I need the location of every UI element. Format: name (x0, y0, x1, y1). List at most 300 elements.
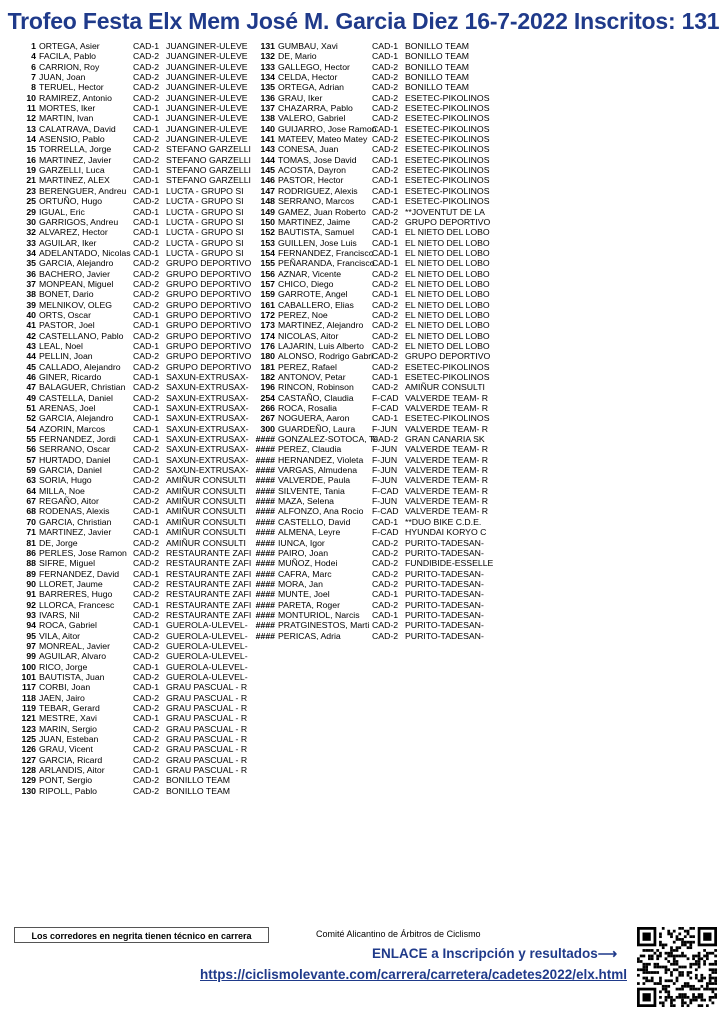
rider-team: VALVERDE TEAM- R (405, 465, 489, 476)
rider-category: CAD-1 (133, 41, 160, 51)
rider-team: SAXUN-EXTRUSAX- (166, 423, 249, 434)
rider-category: CAD-2 (372, 134, 399, 145)
rider-number: 254 (260, 392, 275, 403)
rider-team: ESETEC-PIKOLINOS (405, 372, 490, 382)
rider-name: MARIN, Sergio (39, 723, 97, 734)
rider-name: GUILLEN, Jose Luis (278, 237, 357, 248)
rider-team: VALVERDE TEAM- R (405, 506, 489, 517)
rider-name: MARTINEZ, ALEX (39, 175, 110, 186)
rider-number: 182 (260, 372, 275, 382)
rider-team: PURITO-TADESAN- (405, 609, 484, 620)
rider-name: JUAN, Joan (39, 72, 86, 83)
rider-category: CAD-2 (372, 144, 399, 155)
rider-number: 30 (26, 216, 36, 227)
rider-name: PRATGINESTOS, Marti (278, 620, 370, 631)
rider-name: JAEN, Jairo (39, 692, 85, 703)
rider-name: GARCIA, Daniel (39, 465, 102, 476)
rider-name: CELDA, Hector (278, 72, 338, 83)
rider-team: AMIÑUR CONSULTI (166, 527, 246, 538)
rider-category: CAD-2 (133, 723, 160, 734)
rider-name: AZORIN, Marcos (39, 423, 106, 434)
rider-team: VALVERDE TEAM- R (405, 403, 489, 414)
rider-number: #### (255, 434, 275, 445)
rider-name: MARTIN, Ivan (39, 113, 94, 124)
rider-team: PURITO-TADESAN- (405, 620, 484, 631)
rider-number: 36 (26, 268, 36, 279)
rider-category: F-CAD (372, 403, 399, 414)
rider-number: 4 (31, 51, 36, 62)
rider-number: 300 (260, 423, 275, 434)
rider-team: BONILLO TEAM (405, 51, 470, 62)
rider-team: JUANGINER-ULEVE (166, 92, 248, 103)
rider-name: MONREAL, Javier (39, 640, 110, 651)
rider-team: SAXUN-EXTRUSAX- (166, 444, 249, 455)
rider-category: CAD-1 (372, 372, 399, 382)
rider-category: CAD-2 (133, 51, 160, 62)
rider-number: 156 (260, 268, 275, 279)
rider-name: NOGUERA, Aaron (278, 413, 350, 424)
rider-category: CAD-2 (372, 340, 399, 351)
rider-category: CAD-2 (133, 361, 160, 372)
rider-number: 161 (260, 299, 275, 310)
rider-name: DE, Mario (278, 51, 317, 62)
rider-name: GARRIGOS, Andreu (39, 216, 119, 227)
rider-number: 8 (31, 82, 36, 93)
rider-name: GARCIA, Alejandro (39, 413, 114, 424)
rider-team: SAXUN-EXTRUSAX- (166, 413, 249, 424)
rider-category: CAD-1 (133, 506, 160, 517)
rider-number: #### (255, 599, 275, 610)
rider-team: ESETEC-PIKOLINOS (405, 123, 490, 134)
rider-name: IUNCA, Igor (278, 537, 325, 548)
rider-number: 64 (26, 485, 36, 496)
rider-number: 137 (260, 103, 275, 114)
rider-name: RIPOLL, Pablo (39, 785, 97, 796)
rider-name: ACOSTA, Dayron (278, 165, 346, 176)
rider-name: PEREZ, Rafael (278, 361, 337, 372)
rider-team: GRUPO DEPORTIVO (166, 268, 252, 279)
rider-team: GRAU PASCUAL - R (166, 765, 248, 776)
rider-category: CAD-1 (133, 340, 160, 351)
rider-name: TEBAR, Gerard (39, 703, 100, 713)
rider-number: 16 (26, 154, 36, 165)
rider-number: 176 (260, 340, 275, 351)
rider-team: AMIÑUR CONSULTI (405, 382, 485, 393)
rider-category: CAD-1 (372, 258, 399, 269)
rider-team: SAXUN-EXTRUSAX- (166, 382, 249, 393)
rider-name: IGUAL, Eric (39, 206, 85, 217)
rider-team: SAXUN-EXTRUSAX- (166, 403, 249, 414)
rider-name: CASTAÑO, Claudia (278, 392, 354, 403)
rider-number: 41 (26, 320, 36, 331)
rider-category: CAD-1 (372, 516, 399, 527)
rider-name: ORTUÑO, Hugo (39, 196, 103, 207)
rider-number: 119 (21, 703, 36, 713)
rider-category: CAD-2 (133, 485, 160, 496)
rider-team: SAXUN-EXTRUSAX- (166, 434, 249, 445)
rider-number: 89 (26, 568, 36, 579)
rider-team: **DUO BIKE C.D.E. (405, 516, 482, 527)
rider-name: LLORET, Jaume (39, 578, 103, 589)
rider-team: ESETEC-PIKOLINOS (405, 134, 490, 145)
rider-number: 95 (26, 630, 36, 641)
rider-name: DE, Jorge (39, 537, 78, 548)
rider-category: CAD-1 (133, 516, 160, 527)
rider-team: RESTAURANTE ZAFI (166, 547, 252, 558)
rider-name: ROCA, Rosalia (278, 403, 337, 414)
rider-category: CAD-2 (133, 92, 160, 103)
rider-team: ESETEC-PIKOLINOS (405, 154, 490, 165)
rider-name: SORIA, Hugo (39, 475, 92, 486)
rider-number: 70 (26, 516, 36, 527)
rider-name: VALERO, Gabriel (278, 113, 346, 124)
rider-category: CAD-1 (372, 175, 399, 186)
rider-number: 129 (21, 775, 36, 786)
rider-name: MORTES, Iker (39, 103, 96, 114)
rider-category: CAD-2 (372, 537, 399, 548)
rider-name: ORTEGA, Asier (39, 41, 100, 51)
rider-number: 130 (21, 785, 36, 796)
rider-number: 99 (26, 651, 36, 662)
rider-name: PASTOR, Joel (39, 320, 95, 331)
rider-category: CAD-2 (133, 785, 160, 796)
rider-name: GUIJARRO, Jose Ramon (278, 123, 377, 134)
rider-category: CAD-1 (372, 41, 399, 51)
rider-number: 266 (260, 403, 275, 414)
rider-team: AMIÑUR CONSULTI (166, 475, 246, 486)
rider-number: #### (255, 620, 275, 631)
rider-team: EL NIETO DEL LOBO (405, 247, 490, 258)
rider-category: CAD-2 (133, 609, 160, 620)
rider-category: CAD-1 (372, 51, 399, 62)
rider-number: 23 (26, 185, 36, 196)
rider-category: CAD-2 (133, 651, 160, 662)
rider-team: ESETEC-PIKOLINOS (405, 144, 490, 155)
rider-team: GRUPO DEPORTIVO (166, 340, 252, 351)
rider-name: BARRERES, Hugo (39, 589, 113, 600)
rider-category: CAD-2 (372, 599, 399, 610)
rider-number: 44 (26, 351, 36, 362)
rider-number: 138 (260, 113, 275, 124)
rider-number: 135 (260, 82, 275, 93)
rider-team: STEFANO GARZELLI (166, 154, 251, 165)
rider-category: CAD-2 (133, 589, 160, 600)
rider-name: PONT, Sergio (39, 775, 93, 786)
rider-number: 92 (26, 599, 36, 610)
rider-number: 57 (26, 454, 36, 465)
committee-label: Comité Alicantino de Árbitros de Ciclismo (316, 929, 481, 939)
rider-number: 46 (26, 372, 36, 382)
rider-category: CAD-2 (133, 496, 160, 507)
rider-number: #### (255, 444, 275, 455)
rider-category: CAD-2 (133, 630, 160, 641)
rider-name: GONZALEZ-SOTOCA, Te (278, 434, 379, 445)
results-link[interactable]: https://ciclismolevante.com/carrera/carretera/cadetes2022/elx.html (200, 967, 627, 982)
rider-category: CAD-2 (372, 434, 399, 445)
rider-number: 132 (260, 51, 275, 62)
rider-name: PERICAS, Adria (278, 630, 341, 641)
rider-name: MUÑOZ, Hodei (278, 558, 338, 569)
rider-category: CAD-2 (372, 206, 399, 217)
rider-name: REGAÑO, Aitor (39, 496, 99, 507)
rider-category: CAD-1 (372, 413, 399, 424)
rider-number: #### (255, 547, 275, 558)
rider-category: CAD-2 (133, 734, 160, 745)
rider-category: CAD-2 (372, 578, 399, 589)
rider-name: MARTINEZ, Javier (39, 154, 112, 165)
rider-name: CARRION, Roy (39, 61, 100, 72)
rider-team: EL NIETO DEL LOBO (405, 268, 490, 279)
rider-category: CAD-1 (372, 589, 399, 600)
rider-name: MAZA, Selena (278, 496, 335, 507)
rider-number: #### (255, 506, 275, 517)
rider-number: 25 (26, 196, 36, 207)
rider-name: GARCIA, Ricard (39, 754, 103, 765)
rider-name: ORTS, Oscar (39, 309, 91, 320)
rider-number: 155 (260, 258, 275, 269)
rider-category: F-JUN (372, 423, 398, 434)
rider-team: BONILLO TEAM (166, 775, 231, 786)
rider-team: GRUPO DEPORTIVO (405, 216, 491, 227)
rider-number: 118 (21, 692, 36, 703)
rider-team: JUANGINER-ULEVE (166, 134, 248, 145)
rider-name: VARGAS, Almudena (278, 465, 358, 476)
rider-number: 143 (260, 144, 275, 155)
rider-name: PEREZ, Noe (278, 309, 328, 320)
rider-category: CAD-1 (133, 620, 160, 631)
rider-number: #### (255, 578, 275, 589)
rider-name: MESTRE, Xavi (39, 713, 97, 724)
rider-number: 7 (31, 72, 36, 83)
rider-name: CASTELLA, Daniel (39, 392, 113, 403)
rider-number: 32 (26, 227, 36, 238)
rider-category: CAD-2 (372, 92, 399, 103)
rider-category: CAD-1 (372, 289, 399, 300)
rider-name: RAMIREZ, Antonio (39, 92, 112, 103)
rider-category: F-CAD (372, 527, 399, 538)
rider-name: MORA, Jan (278, 578, 323, 589)
rider-category: CAD-1 (133, 185, 160, 196)
rider-name: MELNIKOV, OLEG (39, 299, 113, 310)
rider-category: CAD-1 (133, 372, 160, 382)
rider-team: SAXUN-EXTRUSAX- (166, 372, 249, 382)
rider-number: 15 (26, 144, 36, 155)
rider-name: JUAN, Esteban (39, 734, 99, 745)
rider-name: ALVAREZ, Hector (39, 227, 108, 238)
rider-name: CASTELLANO, Pablo (39, 330, 124, 341)
rider-name: GAMEZ, Juan Roberto (278, 206, 366, 217)
rider-number: 128 (21, 765, 36, 776)
rider-name: PERLES, Jose Ramon (39, 547, 127, 558)
rider-name: MARTINEZ, Javier (39, 527, 112, 538)
rider-team: BONILLO TEAM (405, 82, 470, 93)
rider-name: PAIRO, Joan (278, 547, 329, 558)
rider-category: CAD-2 (133, 475, 160, 486)
rider-team: GRUPO DEPORTIVO (166, 330, 252, 341)
rider-category: CAD-2 (372, 547, 399, 558)
rider-number: 145 (260, 165, 275, 176)
rider-category: CAD-2 (133, 754, 160, 765)
rider-team: JUANGINER-ULEVE (166, 61, 248, 72)
rider-team: GRUPO DEPORTIVO (405, 351, 491, 362)
rider-category: CAD-1 (133, 113, 160, 124)
rider-name: SERRANO, Marcos (278, 196, 355, 207)
rider-number: #### (255, 537, 275, 548)
rider-name: RODRIGUEZ, Alexis (278, 185, 358, 196)
rider-number: 45 (26, 361, 36, 372)
rider-team: EL NIETO DEL LOBO (405, 320, 490, 331)
rider-team: GRUPO DEPORTIVO (166, 278, 252, 289)
rider-category: CAD-2 (133, 744, 160, 755)
rider-number: #### (255, 568, 275, 579)
rider-number: 152 (260, 227, 275, 238)
rider-number: 159 (260, 289, 275, 300)
rider-number: 6 (31, 61, 36, 72)
rider-name: IVARS, Nil (39, 609, 80, 620)
rider-category: CAD-1 (133, 165, 160, 176)
rider-name: CABALLERO, Elias (278, 299, 354, 310)
rider-category: CAD-1 (133, 247, 160, 258)
rider-number: 88 (26, 558, 36, 569)
rider-number: 38 (26, 289, 36, 300)
rider-category: CAD-1 (133, 403, 160, 414)
rider-category: CAD-2 (133, 268, 160, 279)
rider-number: #### (255, 558, 275, 569)
rider-name: BERENGUER, Andreu (39, 185, 127, 196)
rider-number: 154 (260, 247, 275, 258)
rider-category: CAD-1 (372, 185, 399, 196)
rider-number: 59 (26, 465, 36, 476)
rider-name: GRAU, Iker (278, 92, 323, 103)
rider-name: GARZELLI, Luca (39, 165, 105, 176)
rider-number: 1 (31, 41, 36, 51)
rider-category: CAD-2 (133, 196, 160, 207)
rider-number: #### (255, 485, 275, 496)
rider-name: GUARDEÑO, Laura (278, 423, 356, 434)
rider-name: GALLEGO, Hector (278, 61, 350, 72)
rider-category: CAD-2 (133, 558, 160, 569)
rider-number: 117 (21, 682, 36, 693)
rider-team: AMIÑUR CONSULTI (166, 496, 246, 507)
rider-number: 14 (26, 134, 36, 145)
rider-team: EL NIETO DEL LOBO (405, 227, 490, 238)
rider-name: FACILA, Pablo (39, 51, 96, 62)
rider-team: EL NIETO DEL LOBO (405, 340, 490, 351)
rider-category: CAD-1 (133, 661, 160, 672)
rider-name: FERNANDEZ, Francisco (278, 247, 374, 258)
rider-team: PURITO-TADESAN- (405, 578, 484, 589)
rider-category: CAD-2 (372, 72, 399, 83)
rider-name: ARENAS, Joel (39, 403, 96, 414)
rider-name: LLORCA, Francesc (39, 599, 115, 610)
rider-team: JUANGINER-ULEVE (166, 123, 248, 134)
rider-name: LAJARIN, Luis Alberto (278, 340, 364, 351)
rider-team: VALVERDE TEAM- R (405, 444, 489, 455)
rider-number: 19 (26, 165, 36, 176)
rider-team: JUANGINER-ULEVE (166, 41, 248, 51)
rider-name: CORBI, Joan (39, 682, 91, 693)
rider-name: ANTONOV, Petar (278, 372, 346, 382)
rider-team: PURITO-TADESAN- (405, 599, 484, 610)
rider-number: 149 (260, 206, 275, 217)
rider-team: BONILLO TEAM (405, 61, 470, 72)
rider-team: LUCTA - GRUPO SI (166, 206, 244, 217)
rider-name: VILA, Aitor (39, 630, 81, 641)
rider-team: **JOVENTUT DE LA (405, 206, 485, 217)
rider-team: ESETEC-PIKOLINOS (405, 196, 490, 207)
rider-team: ESETEC-PIKOLINOS (405, 113, 490, 124)
rider-number: #### (255, 589, 275, 600)
rider-category: CAD-2 (372, 299, 399, 310)
rider-category: CAD-2 (133, 537, 160, 548)
rider-team: BONILLO TEAM (405, 72, 470, 83)
rider-team: EL NIETO DEL LOBO (405, 309, 490, 320)
rider-category: CAD-2 (372, 630, 399, 641)
rider-team: ESETEC-PIKOLINOS (405, 165, 490, 176)
rider-number: 97 (26, 640, 36, 651)
rider-name: CHICO, Diego (278, 278, 334, 289)
rider-team: AMIÑUR CONSULTI (166, 506, 246, 517)
rider-category: CAD-2 (133, 775, 160, 786)
rider-number: 29 (26, 206, 36, 217)
page-title: Trofeo Festa Elx Mem José M. Garcia Diez 16-7-2022 Inscritos: 131 (7, 8, 720, 34)
rider-team: PURITO-TADESAN- (405, 568, 484, 579)
rider-name: CONESA, Juan (278, 144, 339, 155)
rider-name: ALONSO, Rodrigo Gabri (278, 351, 374, 362)
rider-number: #### (255, 454, 275, 465)
rider-team: GRAU PASCUAL - R (166, 754, 248, 765)
rider-team: GRAU PASCUAL - R (166, 692, 248, 703)
rider-number: 150 (260, 216, 275, 227)
qr-code-icon[interactable] (637, 927, 717, 1007)
rider-team: GUEROLA-ULEVEL- (166, 640, 248, 651)
rider-number: 174 (260, 330, 275, 341)
rider-team: LUCTA - GRUPO SI (166, 237, 244, 248)
rider-category: CAD-2 (372, 268, 399, 279)
rider-name: GINER, Ricardo (39, 372, 102, 382)
rider-name: GARROTE, Angel (278, 289, 348, 300)
rider-category: CAD-2 (372, 113, 399, 124)
rider-name: PASTOR, Hector (278, 175, 344, 186)
rider-category: CAD-1 (133, 413, 160, 424)
rider-team: BONILLO TEAM (405, 41, 470, 51)
rider-number: 81 (26, 537, 36, 548)
rider-name: GARCIA, Alejandro (39, 258, 114, 269)
rider-category: CAD-2 (133, 578, 160, 589)
rider-team: GRUPO DEPORTIVO (166, 320, 252, 331)
rider-category: CAD-1 (133, 123, 160, 134)
rider-number: 267 (260, 413, 275, 424)
rider-category: CAD-2 (372, 351, 399, 362)
rider-name: GRAU, Vicent (39, 744, 93, 755)
rider-team: GRUPO DEPORTIVO (166, 258, 252, 269)
rider-team: SAXUN-EXTRUSAX- (166, 454, 249, 465)
rider-team: GRUPO DEPORTIVO (166, 309, 252, 320)
rider-category: CAD-2 (133, 82, 160, 93)
rider-number: #### (255, 527, 275, 538)
rider-category: CAD-1 (133, 599, 160, 610)
rider-team: GRAN CANARIA SK (405, 434, 485, 445)
rider-name: CALLADO, Alejandro (39, 361, 121, 372)
rider-name: RICO, Jorge (39, 661, 88, 672)
rider-category: CAD-1 (133, 434, 160, 445)
rider-team: EL NIETO DEL LOBO (405, 258, 490, 269)
rider-name: AZNAR, Vicente (278, 268, 342, 279)
rider-number: #### (255, 609, 275, 620)
rider-team: PURITO-TADESAN- (405, 589, 484, 600)
rider-number: 33 (26, 237, 36, 248)
rider-name: MUNTE, Joel (278, 589, 330, 600)
